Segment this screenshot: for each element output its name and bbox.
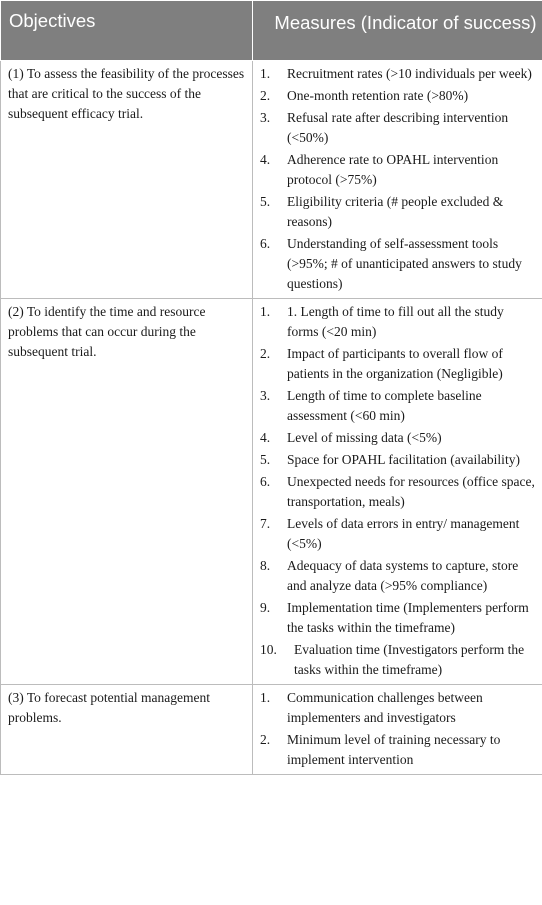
item-text: One-month retention rate (>80%) bbox=[287, 88, 469, 103]
table-row bbox=[1, 299, 542, 685]
objective-cell: (1) To assess the feasibility of the processes that are critical to the success of the subsequent efficacy trial. bbox=[1, 61, 253, 299]
item-number: 1. bbox=[260, 66, 271, 81]
item-number: 8. bbox=[260, 558, 271, 573]
item-text: Impact of participants to overall flow of patients in the organization (Negligible) bbox=[287, 346, 503, 381]
list-item bbox=[260, 386, 538, 428]
item-text: Adequacy of data systems to capture, store and analyze data (>95% compliance) bbox=[287, 558, 519, 593]
header-row bbox=[1, 1, 542, 61]
item-text: Space for OPAHL facilitation (availability) bbox=[287, 452, 520, 467]
item-number: 6. bbox=[260, 236, 271, 251]
list-item bbox=[260, 514, 538, 556]
list-item bbox=[260, 192, 538, 234]
list-item bbox=[260, 450, 538, 472]
item-text: Level of missing data (<5%) bbox=[287, 430, 442, 445]
list-item bbox=[260, 730, 538, 772]
list-item bbox=[260, 472, 538, 514]
measures-list bbox=[260, 64, 538, 296]
list-item bbox=[260, 150, 538, 192]
item-number: 1. bbox=[260, 690, 271, 705]
item-number: 4. bbox=[260, 430, 271, 445]
item-text: Levels of data errors in entry/ management (<5%) bbox=[287, 516, 520, 551]
item-number: 3. bbox=[260, 110, 271, 125]
item-number: 3. bbox=[260, 388, 271, 403]
list-item bbox=[260, 234, 538, 296]
header-measures: Measures (Indicator of success) bbox=[253, 1, 542, 61]
item-number: 1. bbox=[260, 304, 271, 319]
measures-cell bbox=[253, 299, 542, 685]
item-number: 6. bbox=[260, 474, 271, 489]
measures-cell bbox=[253, 685, 542, 775]
item-text: Communication challenges between implementers and investigators bbox=[287, 690, 483, 725]
list-item bbox=[260, 598, 538, 640]
table-row bbox=[1, 61, 542, 299]
list-item bbox=[260, 344, 538, 386]
list-item bbox=[260, 302, 538, 344]
list-item bbox=[260, 86, 538, 108]
item-text: Unexpected needs for resources (office space, transportation, meals) bbox=[287, 474, 535, 509]
list-item bbox=[260, 108, 538, 150]
list-item bbox=[260, 640, 538, 682]
item-number: 7. bbox=[260, 516, 271, 531]
item-text: Evaluation time (Investigators perform the tasks within the timeframe) bbox=[294, 642, 525, 677]
item-text: Refusal rate after describing intervention (<50%) bbox=[287, 110, 509, 145]
measures-cell bbox=[253, 61, 542, 299]
item-text: Understanding of self-assessment tools (>95%; # of unanticipated answers to study questions) bbox=[287, 236, 522, 291]
item-number: 9. bbox=[260, 600, 271, 615]
item-text: Eligibility criteria (# people excluded & reasons) bbox=[287, 194, 504, 229]
list-item bbox=[260, 428, 538, 450]
item-text: Minimum level of training necessary to implement intervention bbox=[287, 732, 501, 767]
item-number: 5. bbox=[260, 194, 271, 209]
item-number: 5. bbox=[260, 452, 271, 467]
item-number: 2. bbox=[260, 346, 271, 361]
measures-list bbox=[260, 302, 538, 682]
item-text: Length of time to complete baseline assessment (<60 min) bbox=[287, 388, 482, 423]
list-item bbox=[260, 556, 538, 598]
item-number: 4. bbox=[260, 152, 271, 167]
item-text: 1. Length of time to fill out all the study forms (<20 min) bbox=[287, 304, 504, 339]
header-objectives: Objectives bbox=[1, 1, 253, 61]
list-item bbox=[260, 64, 538, 86]
item-text: Implementation time (Implementers perform the tasks within the timeframe) bbox=[287, 600, 529, 635]
objective-cell: (3) To forecast potential management problems. bbox=[1, 685, 253, 775]
item-text: Recruitment rates (>10 individuals per week) bbox=[287, 66, 532, 81]
item-number: 10. bbox=[260, 642, 277, 657]
objective-cell: (2) To identify the time and resource problems that can occur during the subsequent trial. bbox=[1, 299, 253, 685]
list-item bbox=[260, 688, 538, 730]
measures-list bbox=[260, 688, 538, 772]
item-number: 2. bbox=[260, 88, 271, 103]
table-row bbox=[1, 685, 542, 775]
item-text: Adherence rate to OPAHL intervention protocol (>75%) bbox=[287, 152, 499, 187]
table-header bbox=[1, 1, 542, 61]
item-number: 2. bbox=[260, 732, 271, 747]
